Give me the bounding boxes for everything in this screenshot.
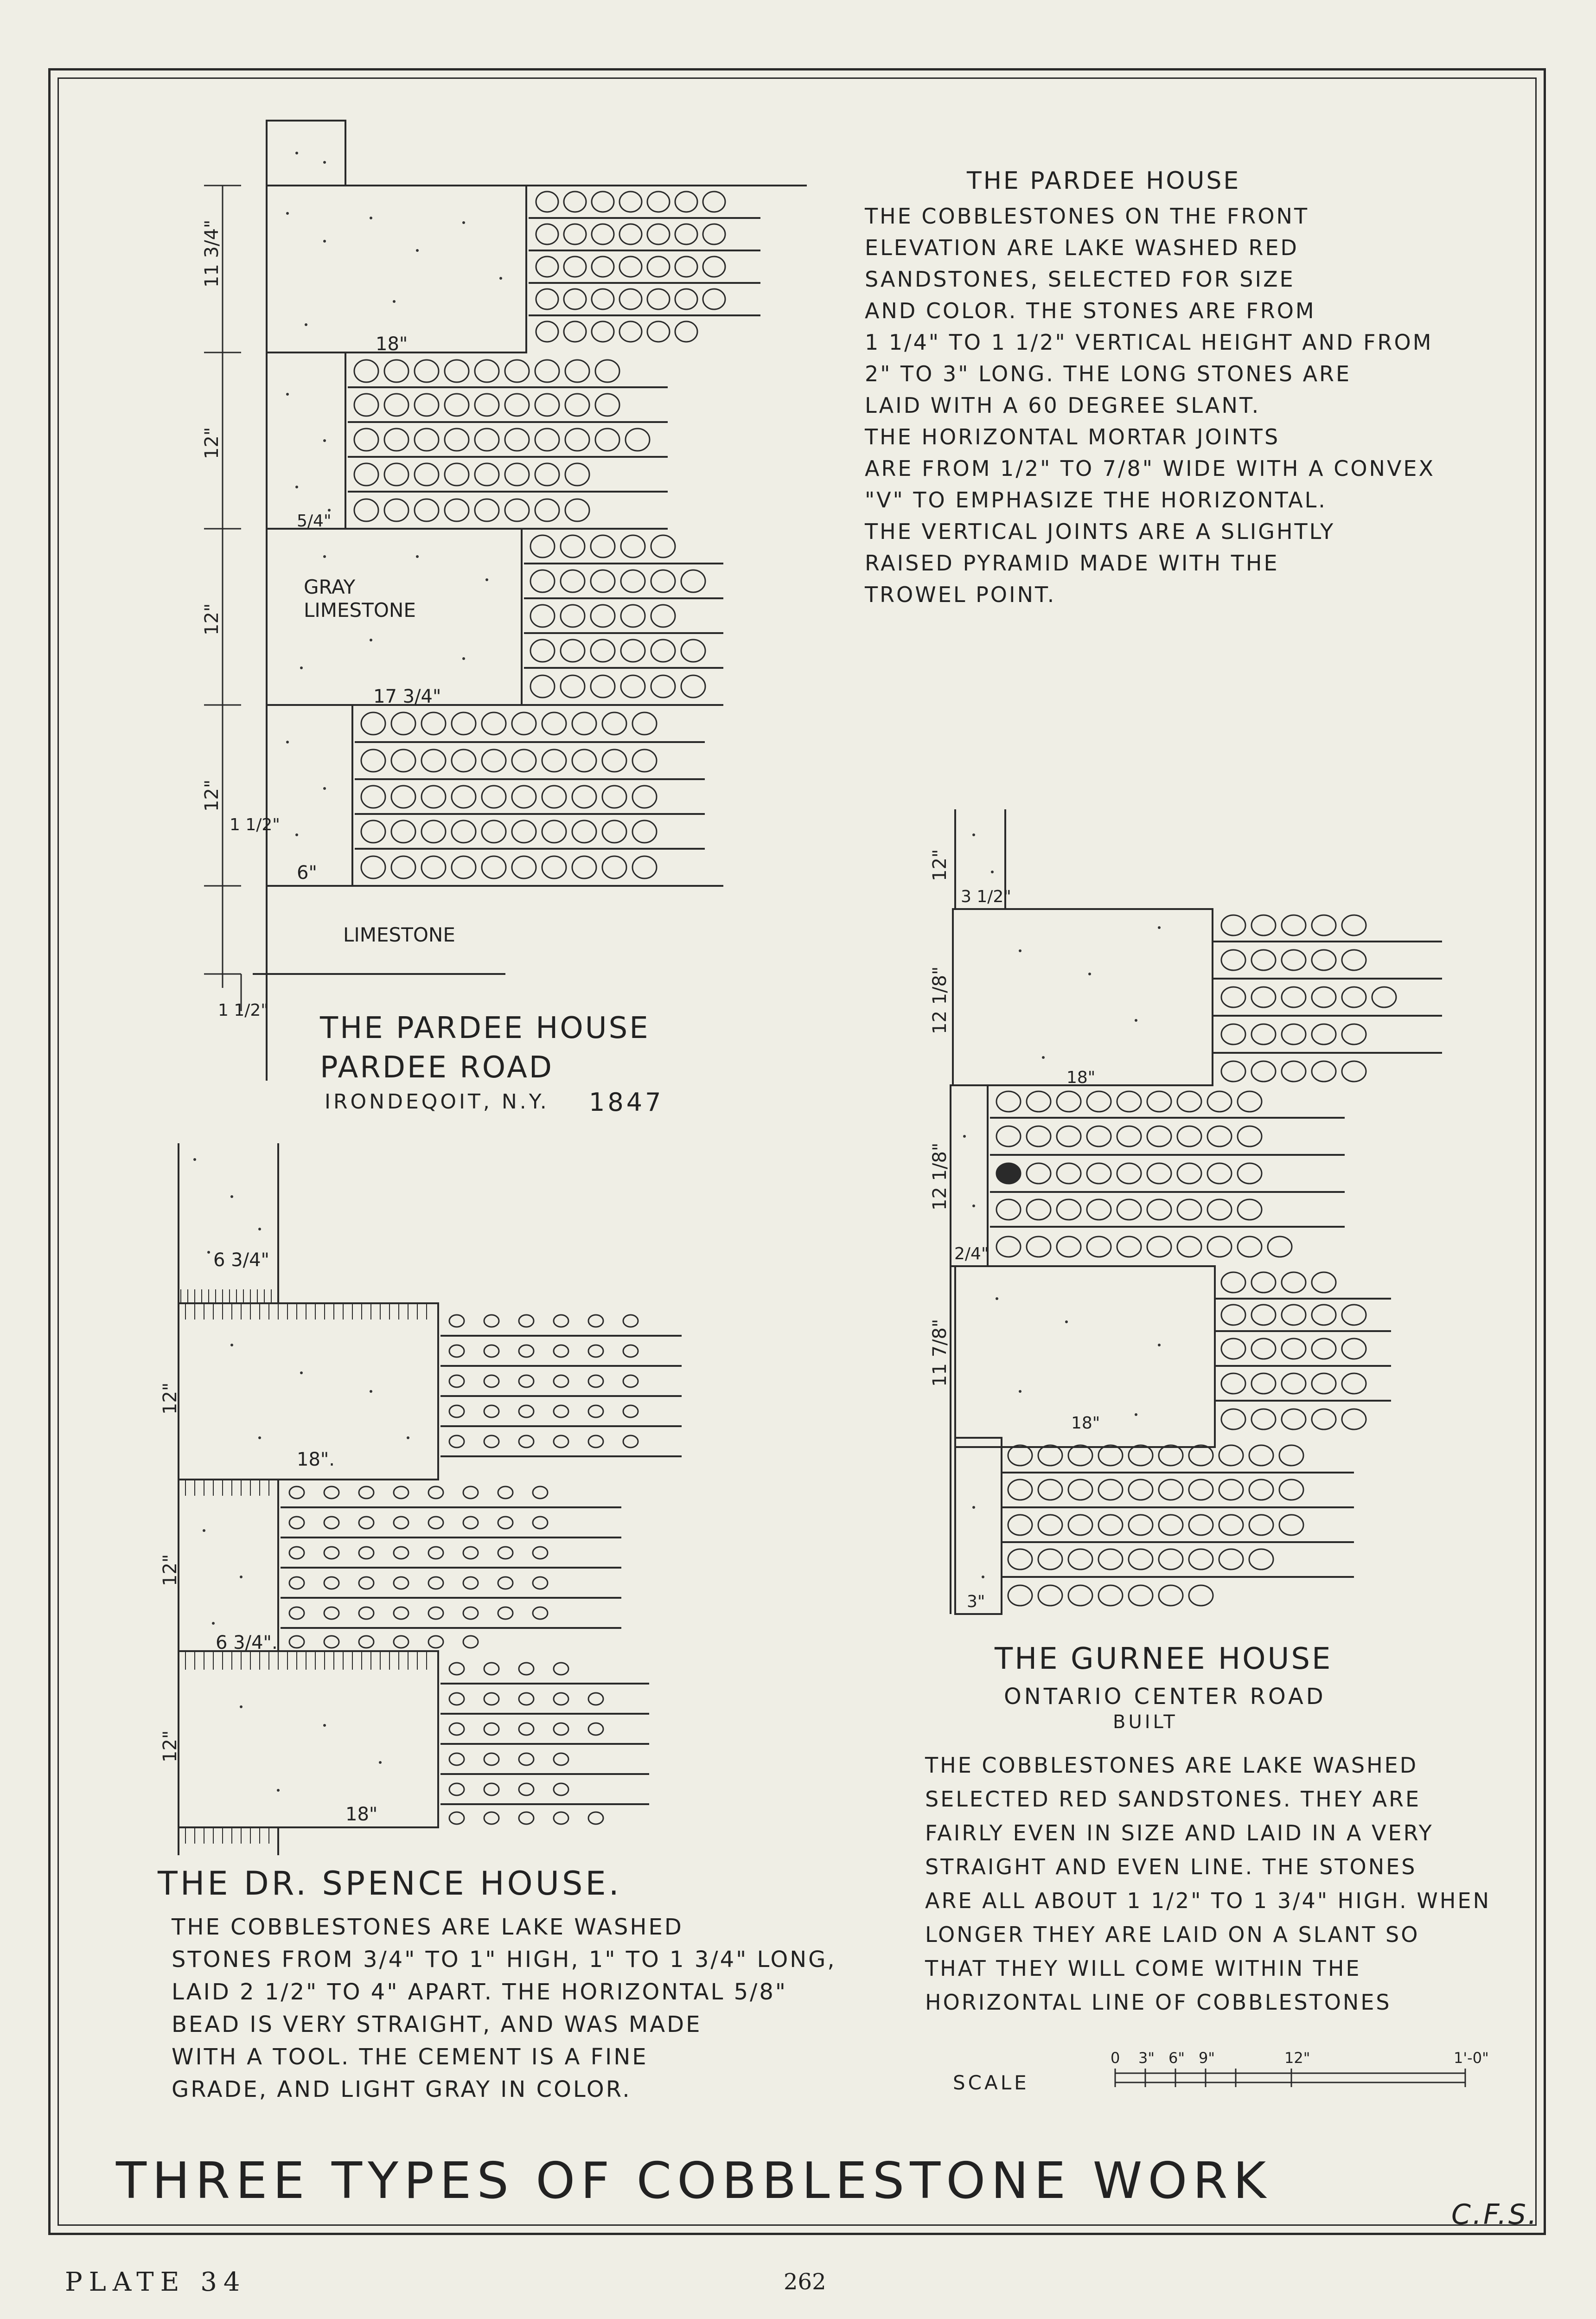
pardee-note-line: 1 1/4" TO 1 1/2" VERTICAL HEIGHT AND FROM xyxy=(865,330,1433,355)
pardee-note-line: SANDSTONES, SELECTED FOR SIZE xyxy=(865,267,1295,292)
spence-block-18b: 18" xyxy=(345,1804,378,1825)
spence-top-block: 6 3/4" xyxy=(213,1249,269,1271)
gurnee-note-line: THAT THEY WILL COME WITHIN THE xyxy=(925,1956,1361,1981)
gurnee-note-line: ARE ALL ABOUT 1 1/2" TO 1 3/4" HIGH. WHEN xyxy=(925,1888,1491,1913)
spence-house-title: THE DR. SPENCE HOUSE. xyxy=(158,1864,622,1903)
pardee-dimension-line xyxy=(204,186,241,1011)
pardee-cobble-rows xyxy=(348,192,760,878)
spence-note-line: GRADE, AND LIGHT GRAY IN COLOR. xyxy=(172,2076,632,2102)
pardee-course1-dim: 11 3/4" xyxy=(201,219,223,288)
spence-cobble-rows xyxy=(281,1315,682,1824)
spence-note-line: THE COBBLESTONES ARE LAKE WASHED xyxy=(172,1914,683,1940)
pardee-year: 1847 xyxy=(589,1088,664,1117)
pardee-note-line: THE VERTICAL JOINTS ARE A SLIGHTLY xyxy=(865,519,1335,544)
gurnee-top-block: 3 1/2" xyxy=(961,887,1011,906)
spence-note-line: BEAD IS VERY STRAIGHT, AND WAS MADE xyxy=(172,2012,702,2037)
pardee-course2-dim: 12" xyxy=(201,427,223,459)
gurnee-gap: 2/4" xyxy=(954,1244,989,1263)
page-number: 262 xyxy=(784,2269,826,2295)
pardee-note-line: RAISED PYRAMID MADE WITH THE xyxy=(865,551,1279,576)
scale-end: 1'-0" xyxy=(1454,2049,1489,2067)
spence-mid-block: 6 3/4". xyxy=(216,1632,278,1653)
gurnee-top-dim: 12" xyxy=(929,849,951,881)
pardee-block-17-3-4: 17 3/4" xyxy=(373,686,441,707)
gurnee-elevation xyxy=(951,809,1442,1614)
spence-hatching xyxy=(181,1289,427,1844)
pardee-note-line: TROWEL POINT. xyxy=(865,582,1056,607)
scale-tick-12: 12" xyxy=(1284,2049,1310,2067)
pardee-house-title: THE PARDEE HOUSE xyxy=(320,1011,650,1045)
spence-course3-dim: 12" xyxy=(160,1730,181,1762)
pardee-elevation xyxy=(204,121,807,1081)
pardee-note-line: THE COBBLESTONES ON THE FRONT xyxy=(865,204,1309,229)
gurnee-notes-text xyxy=(925,1749,1491,2019)
pardee-gray-label: GRAY xyxy=(304,576,356,598)
pardee-note-line: THE HORIZONTAL MORTAR JOINTS xyxy=(865,424,1280,449)
scale-label: SCALE xyxy=(953,2071,1029,2094)
gurnee-bottom-block: 3" xyxy=(967,1592,985,1611)
gurnee-course3-dim: 11 7/8" xyxy=(929,1319,951,1387)
pardee-note-line: 2" TO 3" LONG. THE LONG STONES ARE xyxy=(865,361,1352,386)
main-title: THREE TYPES OF COBBLESTONE WORK xyxy=(116,2152,1272,2210)
scale-tick-0: 0 xyxy=(1111,2049,1120,2067)
gurnee-block-18b: 18" xyxy=(1071,1414,1100,1433)
spence-notes-text xyxy=(172,1911,836,2106)
pardee-limestone-base: LIMESTONE xyxy=(343,923,455,946)
gurnee-house-title: THE GURNEE HOUSE xyxy=(995,1642,1333,1676)
scale-tick-6: 6" xyxy=(1168,2049,1185,2067)
spence-note-line: WITH A TOOL. THE CEMENT IS A FINE xyxy=(172,2044,648,2070)
pardee-note-line: ELEVATION ARE LAKE WASHED RED xyxy=(865,235,1299,260)
gurnee-cobble-rows xyxy=(990,915,1442,1606)
gurnee-note-line: FAIRLY EVEN IN SIZE AND LAID IN A VERY xyxy=(925,1820,1434,1845)
gurnee-note-line: HORIZONTAL LINE OF COBBLESTONES xyxy=(925,1990,1392,2015)
plate-number: PLATE 34 xyxy=(65,2267,247,2297)
spence-course2-dim: 12" xyxy=(160,1554,181,1586)
gurnee-block-18: 18" xyxy=(1066,1068,1096,1087)
gurnee-note-line: THE COBBLESTONES ARE LAKE WASHED xyxy=(925,1753,1418,1778)
gurnee-course2-dim: 12 1/8" xyxy=(929,1142,951,1211)
scale-tick-9: 9" xyxy=(1199,2049,1215,2067)
gurnee-course1-dim: 12 1/8" xyxy=(929,966,951,1034)
gurnee-road: ONTARIO CENTER ROAD xyxy=(1004,1684,1326,1710)
scale-bar-graphic xyxy=(1115,2069,1465,2087)
pardee-notes-heading: THE PARDEE HOUSE xyxy=(967,167,1241,195)
pardee-base-dim: 1 1/2" xyxy=(218,1001,268,1020)
pardee-place: IRONDEQOIT, N.Y. xyxy=(325,1090,549,1114)
spence-block-18: 18". xyxy=(297,1449,335,1470)
gurnee-note-line: STRAIGHT AND EVEN LINE. THE STONES xyxy=(925,1854,1417,1879)
pardee-course4-dim: 12" xyxy=(201,779,223,812)
pardee-note-line: AND COLOR. THE STONES ARE FROM xyxy=(865,298,1316,323)
spence-note-line: STONES FROM 3/4" TO 1" HIGH, 1" TO 1 3/4" LONG, xyxy=(172,1947,836,1973)
gurnee-note-line: SELECTED RED SANDSTONES. THEY ARE xyxy=(925,1787,1421,1812)
pardee-road: PARDEE ROAD xyxy=(320,1051,554,1085)
pardee-note-line: LAID WITH A 60 DEGREE SLANT. xyxy=(865,393,1261,418)
pardee-course3-dim: 12" xyxy=(201,603,223,635)
pardee-bond-width: 6" xyxy=(297,862,317,884)
signature: C.F.S. xyxy=(1451,2198,1539,2231)
gurnee-note-line: LONGER THEY ARE LAID ON A SLANT SO xyxy=(925,1922,1420,1947)
gurnee-built: BUILT xyxy=(1113,1711,1178,1733)
pardee-note-line: ARE FROM 1/2" TO 7/8" WIDE WITH A CONVEX xyxy=(865,456,1435,481)
scale-tick-3: 3" xyxy=(1138,2049,1155,2067)
pardee-note-line: "V" TO EMPHASIZE THE HORIZONTAL. xyxy=(865,487,1327,512)
spence-course1-dim: 12" xyxy=(160,1382,181,1415)
pardee-gap-5-4: 5/4" xyxy=(297,512,332,531)
spence-note-line: LAID 2 1/2" TO 4" APART. THE HORIZONTAL 5/8" xyxy=(172,1979,787,2005)
pardee-notes-text xyxy=(865,200,1435,610)
pardee-bond-height: 1 1/2" xyxy=(230,815,280,834)
pardee-limestone-label: LIMESTONE xyxy=(304,599,416,621)
pardee-block-18: 18" xyxy=(376,333,408,355)
